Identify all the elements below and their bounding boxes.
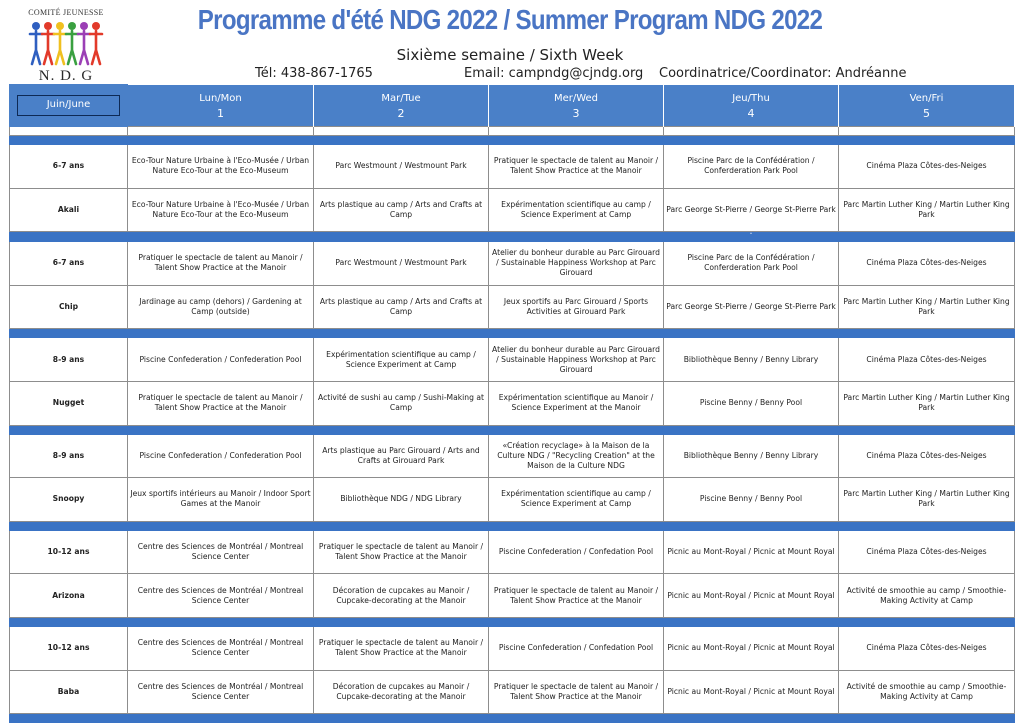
month-cell [10,85,128,127]
blank-cell [128,127,314,136]
blank-cell [10,127,128,136]
activity-cell: Pratiquer le spectacle de talent au Manoir / Talent Show Practice at the Manoir [128,242,314,286]
separator-band [10,617,1015,626]
activity-cell: Pratiquer le spectacle de talent au Manoir / Talent Show Practice at the Manoir [489,670,664,714]
day-name: Lun/Mon [199,92,242,104]
separator-cell [664,329,839,338]
activity-cell: Parc George St-Pierre / George St-Pierre Park [664,285,839,329]
day-number: 1 [217,106,224,120]
separator-cell [314,425,489,434]
activity-cell: Atelier du bonheur durable au Parc Girouard / Sustainable Happiness Workshop at Parc Girouard [489,242,664,286]
separator-cell [664,521,839,530]
activity-cell: Parc Westmount / Westmount Park [314,242,489,286]
separator-cell [314,714,489,723]
blank-cell [489,127,664,136]
separator-cell [10,425,128,434]
activity-cell: Piscine Confederation / Confedation Pool [489,530,664,574]
separator-cell [489,136,664,145]
separator-cell [664,425,839,434]
day-header-row [10,85,1015,127]
separator-cell [314,617,489,626]
separator-cell [489,329,664,338]
month-label: Juin/June [17,95,120,116]
separator-cell [10,521,128,530]
separator-cell [664,136,839,145]
activity-cell: Cinéma Plaza Côtes-des-Neiges [839,626,1015,670]
activity-cell: Centre des Sciences de Montréal / Montreal Science Center [128,626,314,670]
activity-cell: Arts plastique au camp / Arts and Crafts at Camp [314,188,489,232]
activity-cell: Piscine Confederation / Confedation Pool [489,626,664,670]
coordinator-name: Coordinatrice/Coordinator: Andréanne [659,66,907,81]
table-row [10,188,1015,232]
day-number: 4 [747,106,755,120]
separator-cell [489,425,664,434]
activity-cell: Parc Westmount / Westmount Park [314,145,489,189]
table-row [10,478,1015,522]
separator-cell [10,617,128,626]
activity-cell: Cinéma Plaza Côtes-des-Neiges [839,338,1015,382]
activity-cell: Picnic au Mont-Royal / Picnic at Mount Royal [664,574,839,618]
separator-cell [128,521,314,530]
table-row [10,381,1015,425]
activity-cell: Centre des Sciences de Montréal / Montreal Science Center [128,670,314,714]
activity-cell: Piscine Benny / Benny Pool [664,381,839,425]
separator-cell [314,232,489,242]
blank-cell [314,127,489,136]
day-header [839,85,1015,127]
activity-cell: Parc Martin Luther King / Martin Luther King Park [839,188,1015,232]
blank-cell [664,127,839,136]
activity-cell: Picnic au Mont-Royal / Picnic at Mount Royal [664,626,839,670]
activity-cell: Activité de smoothie au camp / Smoothie-Making Activity at Camp [839,670,1015,714]
separator-band [10,425,1015,434]
separator-cell [839,232,1015,242]
day-name: Mer/Wed [553,92,599,104]
activity-cell: Pratiquer le spectacle de talent au Manoir / Talent Show Practice at the Manoir [128,381,314,425]
activity-cell: Décoration de cupcakes au Manoir / Cupcake-decorating at the Manoir [314,670,489,714]
activity-cell: Activité de sushi au camp / Sushi-Making at Camp [314,381,489,425]
blank-row [10,127,1015,136]
figure-head-icon [32,22,40,30]
activity-cell: Jeux sportifs intérieurs au Manoir / Indoor Sport Games at the Manoir [128,478,314,522]
logo [22,8,110,84]
activity-cell: Piscine Benny / Benny Pool [664,478,839,522]
activity-cell: Piscine Confederation / Confederation Pool [128,434,314,478]
group-label: 10-12 ans [10,530,128,574]
separator-cell [489,521,664,530]
separator-cell [10,714,128,723]
separator-cell [314,521,489,530]
day-header [664,85,839,127]
day-header [489,85,664,127]
separator-band [10,329,1015,338]
separator-cell [128,329,314,338]
activity-cell: Expérimentation scientifique au camp / Science Experiment at Camp [314,338,489,382]
activity-cell: Centre des Sciences de Montréal / Montreal Science Center [128,574,314,618]
activity-cell: Piscine Parc de la Confédération / Conferderation Park Pool [664,242,839,286]
page-title: Programme d'été NDG 2022 / Summer Program NDG 2022 [197,4,823,35]
figure-head-icon [80,22,88,30]
group-label: 10-12 ans [10,626,128,670]
phone-number: Tél: 438-867-1765 [255,66,373,81]
activity-cell: Cinéma Plaza Côtes-des-Neiges [839,530,1015,574]
separator-band [10,136,1015,145]
day-header [128,85,314,127]
separator-band [10,714,1015,723]
group-label: Nugget [10,381,128,425]
table-row [10,285,1015,329]
activity-cell: «Création recyclage» à la Maison de la Culture NDG / "Recycling Creation" at the Maison de la Culture NDG [489,434,664,478]
group-label: Arizona [10,574,128,618]
day-header [314,85,489,127]
separator-cell [839,425,1015,434]
table-row [10,145,1015,189]
figure-head-icon [92,22,100,30]
figure-body-icon [78,31,90,64]
group-label: 8-9 ans [10,338,128,382]
activity-cell: Pratiquer le spectacle de talent au Manoir / Talent Show Practice at the Manoir [314,530,489,574]
table-row [10,626,1015,670]
separator-cell [10,232,128,242]
activity-cell: Bibliothèque NDG / NDG Library [314,478,489,522]
figure-body-icon [54,31,66,64]
children-figures-icon [28,18,104,66]
separator-cell [839,521,1015,530]
logo-bottom-text: N. D. G [38,68,94,84]
activity-cell: Cinéma Plaza Côtes-des-Neiges [839,434,1015,478]
separator-cell [489,617,664,626]
activity-cell: Activité de smoothie au camp / Smoothie-Making Activity at Camp [839,574,1015,618]
separator-cell [10,329,128,338]
activity-cell: Cinéma Plaza Côtes-des-Neiges [839,242,1015,286]
activity-cell: Parc Martin Luther King / Martin Luther King Park [839,478,1015,522]
schedule-table [9,84,1015,723]
day-number: 2 [397,106,405,120]
figure-body-icon [66,31,78,64]
activity-cell: Cinéma Plaza Côtes-des-Neiges [839,145,1015,189]
activity-cell: Décoration de cupcakes au Manoir / Cupcake-decorating at the Manoir [314,574,489,618]
group-label: 8-9 ans [10,434,128,478]
activity-cell: Eco-Tour Nature Urbaine à l'Eco-Musée / Urban Nature Eco-Tour at the Eco-Museum [128,145,314,189]
activity-cell: Parc Martin Luther King / Martin Luther King Park [839,285,1015,329]
table-row [10,670,1015,714]
group-label: 6-7 ans [10,242,128,286]
separator-cell [839,714,1015,723]
day-number: 3 [572,106,580,120]
activity-cell: Parc Martin Luther King / Martin Luther King Park [839,381,1015,425]
activity-cell: Centre des Sciences de Montréal / Montreal Science Center [128,530,314,574]
figure-head-icon [44,22,52,30]
separator-cell [128,232,314,242]
activity-cell: Parc George St-Pierre / George St-Pierre Park [664,188,839,232]
day-name: Mar/Tue [381,92,421,104]
day-number: 5 [923,106,930,120]
separator-cell [10,136,128,145]
figure-head-icon [68,22,76,30]
separator-cell [839,329,1015,338]
activity-cell: Arts plastique au camp / Arts and Crafts at Camp [314,285,489,329]
logo-top-text: COMITÉ JEUNESSE [28,8,104,17]
activity-cell: Expérimentation scientifique au camp / Science Experiment at Camp [489,188,664,232]
separator-cell [314,136,489,145]
separator-band [10,232,1015,242]
activity-cell: Picnic au Mont-Royal / Picnic at Mount Royal [664,670,839,714]
figure-body-icon [30,31,42,64]
group-label: Akali [10,188,128,232]
activity-cell: Piscine Parc de la Confédération / Conferderation Park Pool [664,145,839,189]
blank-cell [839,127,1015,136]
activity-cell: Pratiquer le spectacle de talent au Manoir / Talent Show Practice at the Manoir [314,626,489,670]
activity-cell: Expérimentation scientifique au Manoir / Science Experiment at the Manoir [489,381,664,425]
day-name: Ven/Fri [909,92,944,104]
activity-cell: Jardinage au camp (dehors) / Gardening at Camp (outside) [128,285,314,329]
separator-cell [489,232,664,242]
group-label: Chip [10,285,128,329]
separator-cell [489,714,664,723]
separator-cell [664,232,839,242]
separator-cell [839,617,1015,626]
activity-cell: Bibliothèque Benny / Benny Library [664,434,839,478]
activity-cell: Arts plastique au Parc Girouard / Arts and Crafts at Girouard Park [314,434,489,478]
separator-cell [128,617,314,626]
figure-body-icon [90,31,102,64]
email-address: Email: campndg@cjndg.org [464,66,644,81]
activity-cell: Jeux sportifs au Parc Girouard / Sports Activities at Girouard Park [489,285,664,329]
figure-head-icon [56,22,64,30]
group-label: Snoopy [10,478,128,522]
group-label: 6-7 ans [10,145,128,189]
separator-cell [664,617,839,626]
separator-band [10,521,1015,530]
table-row [10,530,1015,574]
table-row [10,434,1015,478]
separator-cell [128,425,314,434]
figure-body-icon [42,31,54,64]
separator-cell [128,136,314,145]
activity-cell: Atelier du bonheur durable au Parc Girouard / Sustainable Happiness Workshop at Parc Girouard [489,338,664,382]
week-subtitle: Sixième semaine / Sixth Week [396,46,624,64]
separator-cell [128,714,314,723]
table-row [10,338,1015,382]
separator-cell [664,714,839,723]
activity-cell: Eco-Tour Nature Urbaine à l'Eco-Musée / Urban Nature Eco-Tour at the Eco-Museum [128,188,314,232]
activity-cell: Pratiquer le spectacle de talent au Manoir / Talent Show Practice at the Manoir [489,574,664,618]
activity-cell: Bibliothèque Benny / Benny Library [664,338,839,382]
activity-cell: Pratiquer le spectacle de talent au Manoir / Talent Show Practice at the Manoir [489,145,664,189]
separator-cell [314,329,489,338]
activity-cell: Picnic au Mont-Royal / Picnic at Mount Royal [664,530,839,574]
separator-mark: ˇ [749,233,753,241]
separator-cell [839,136,1015,145]
table-row [10,242,1015,286]
group-label: Baba [10,670,128,714]
table-row [10,574,1015,618]
activity-cell: Piscine Confederation / Confederation Pool [128,338,314,382]
day-name: Jeu/Thu [732,92,770,104]
activity-cell: Expérimentation scientifique au camp / Science Experiment at Camp [489,478,664,522]
